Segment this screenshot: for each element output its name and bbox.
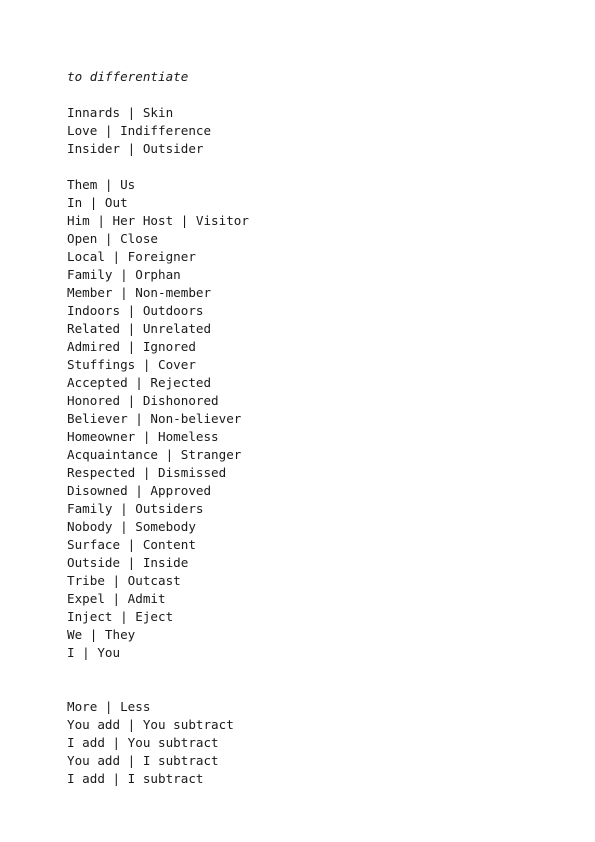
poem-line: Expel | Admit (67, 591, 166, 606)
poem-line: Respected | Dismissed (67, 465, 227, 480)
poem-line: Indoors | Outdoors (67, 303, 204, 318)
poem-line: Nobody | Somebody (67, 519, 196, 534)
poem-line: More | Less (67, 699, 151, 714)
poem-line: Them | Us (67, 177, 136, 192)
poem-line: Love | Indifference (67, 123, 212, 138)
poem-line: Him | Her Host | Visitor (67, 213, 249, 228)
poem-line: I add | You subtract (67, 735, 219, 750)
poem-line: Believer | Non-believer (67, 411, 242, 426)
poem-line: Stuffings | Cover (67, 357, 196, 372)
poem-line: Family | Outsiders (67, 501, 204, 516)
poem-line: Member | Non-member (67, 285, 212, 300)
poem-line: Honored | Dishonored (67, 393, 219, 408)
stanza-2 (67, 176, 567, 662)
stanza-1 (67, 104, 567, 158)
poem-line: Open | Close (67, 231, 158, 246)
poem-line: Admired | Ignored (67, 339, 196, 354)
document-page (67, 68, 567, 788)
poem-line: I | You (67, 645, 121, 660)
poem-line: Inject | Eject (67, 609, 174, 624)
poem-line: We | They (67, 627, 136, 642)
poem-line: Related | Unrelated (67, 321, 212, 336)
poem-line: Innards | Skin (67, 105, 174, 120)
poem-line: Homeowner | Homeless (67, 429, 219, 444)
poem-line: Accepted | Rejected (67, 375, 212, 390)
poem-line: In | Out (67, 195, 128, 210)
poem-line: Acquaintance | Stranger (67, 447, 242, 462)
poem-line: Insider | Outsider (67, 141, 204, 156)
spacer (67, 158, 567, 176)
spacer (67, 662, 567, 698)
poem-line: Tribe | Outcast (67, 573, 181, 588)
spacer (67, 86, 567, 104)
stanza-3 (67, 698, 567, 788)
poem-line: Local | Foreigner (67, 249, 196, 264)
poem-title: to differentiate (67, 69, 189, 84)
poem-line: You add | I subtract (67, 753, 219, 768)
poem-line: Outside | Inside (67, 555, 189, 570)
poem-line: Surface | Content (67, 537, 196, 552)
poem-line: Family | Orphan (67, 267, 181, 282)
poem-line: You add | You subtract (67, 717, 234, 732)
poem-line: Disowned | Approved (67, 483, 212, 498)
poem-line: I add | I subtract (67, 771, 204, 786)
